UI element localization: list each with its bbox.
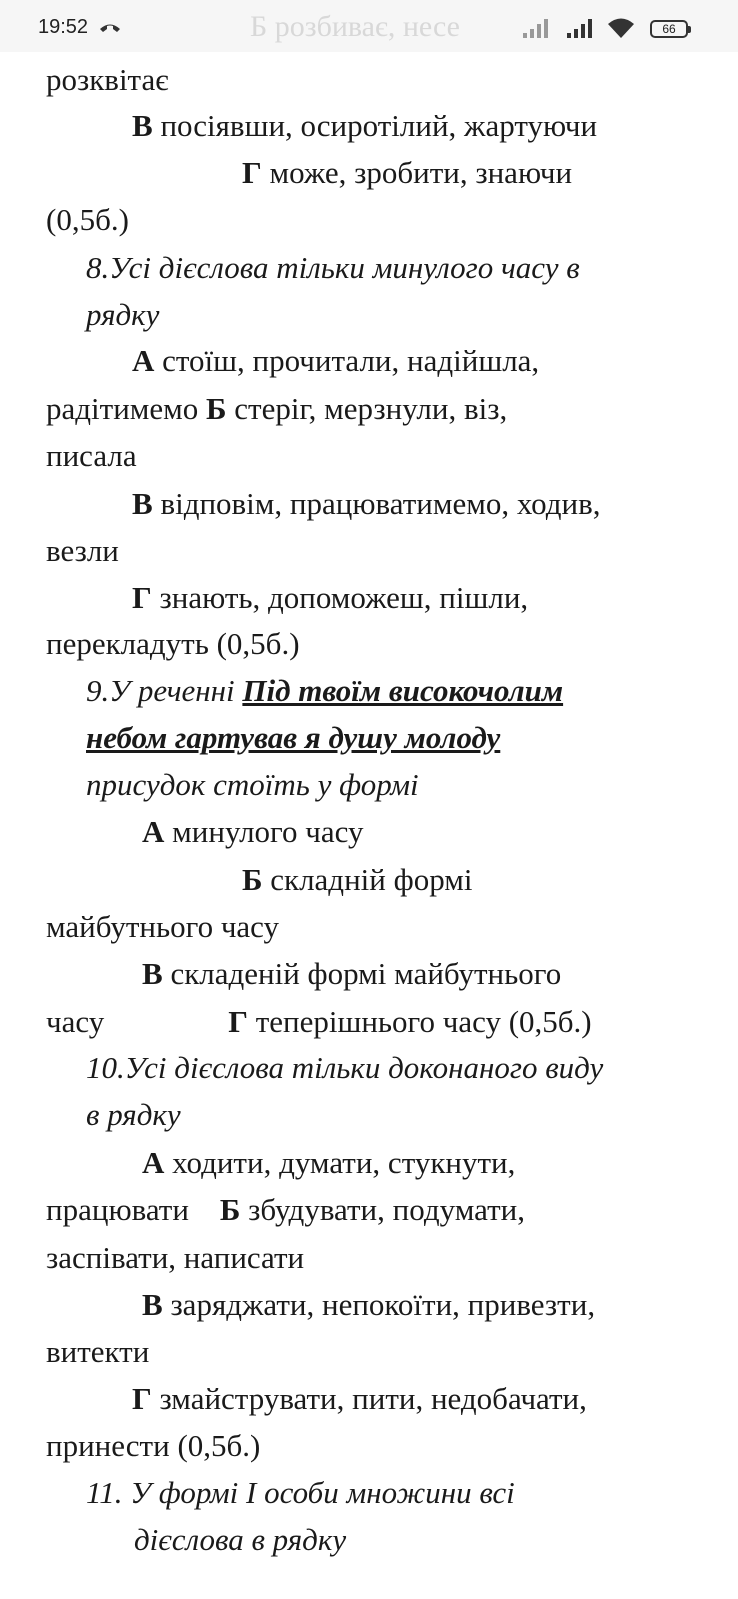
answer-option-h: Г може, зробити, знаючи [242, 155, 573, 190]
answer-option-a: А стоїш, прочитали, надійшла, [132, 343, 540, 378]
battery-icon: 66 [650, 20, 688, 38]
status-bar [0, 0, 738, 52]
answer-line: працювати Б збудувати, подумати, [46, 1192, 525, 1227]
answer-option-a: А минулого часу [142, 814, 364, 849]
call-icon [98, 20, 122, 39]
text-line: заспівати, написати [46, 1240, 305, 1275]
text-line: (0,5б.) [46, 202, 129, 237]
scrolled-text-fragment: Б розбиває, несе [250, 10, 460, 43]
text-line: перекладуть (0,5б.) [46, 626, 300, 661]
question-9-cont: присудок стоїть у формі [86, 767, 419, 802]
answer-option-v: В заряджати, непокоїти, привезти, [142, 1287, 596, 1322]
answer-option-b: Б складній формі [242, 862, 473, 897]
answer-option-v: В посіявши, осиротілий, жартуючи [132, 108, 598, 143]
question-8-cont: рядку [86, 297, 160, 332]
answer-option-h: Г змайструвати, пити, недобачати, [132, 1381, 587, 1416]
text-line: витекти [46, 1334, 150, 1369]
text-line: принести (0,5б.) [46, 1428, 261, 1463]
question-11-cont: дієслова в рядку [134, 1522, 347, 1557]
answer-option-v: В складеній формі майбутнього [142, 956, 562, 991]
text-line: везли [46, 533, 119, 568]
question-8: 8.Усі дієслова тільки минулого часу в [86, 250, 580, 285]
answer-line: радітимемо Б стеріг, мерзнули, віз, [46, 391, 508, 426]
answer-option-h: Г знають, допоможеш, пішли, [132, 580, 529, 615]
question-9-cont: небом гартував я душу молоду [86, 720, 501, 755]
signal-icon [522, 17, 552, 44]
answer-line: часу Г теперішнього часу (0,5б.) [46, 1004, 592, 1039]
question-10: 10.Усі дієслова тільки доконаного виду [86, 1050, 604, 1085]
question-9: 9.У реченні Під твоїм високочолим [86, 673, 564, 708]
text-line: розквітає [46, 62, 169, 97]
question-10-cont: в рядку [86, 1097, 181, 1132]
signal-icon [566, 17, 596, 44]
status-time: 19:52 [38, 16, 89, 38]
question-11: 11. У формі І особи множини всі [86, 1475, 515, 1510]
text-line: майбутнього часу [46, 909, 280, 944]
answer-option-a: А ходити, думати, стукнути, [142, 1145, 516, 1180]
text-line: писала [46, 438, 137, 473]
wifi-icon [606, 17, 636, 44]
answer-option-v: В відповім, працюватимемо, ходив, [132, 486, 601, 521]
